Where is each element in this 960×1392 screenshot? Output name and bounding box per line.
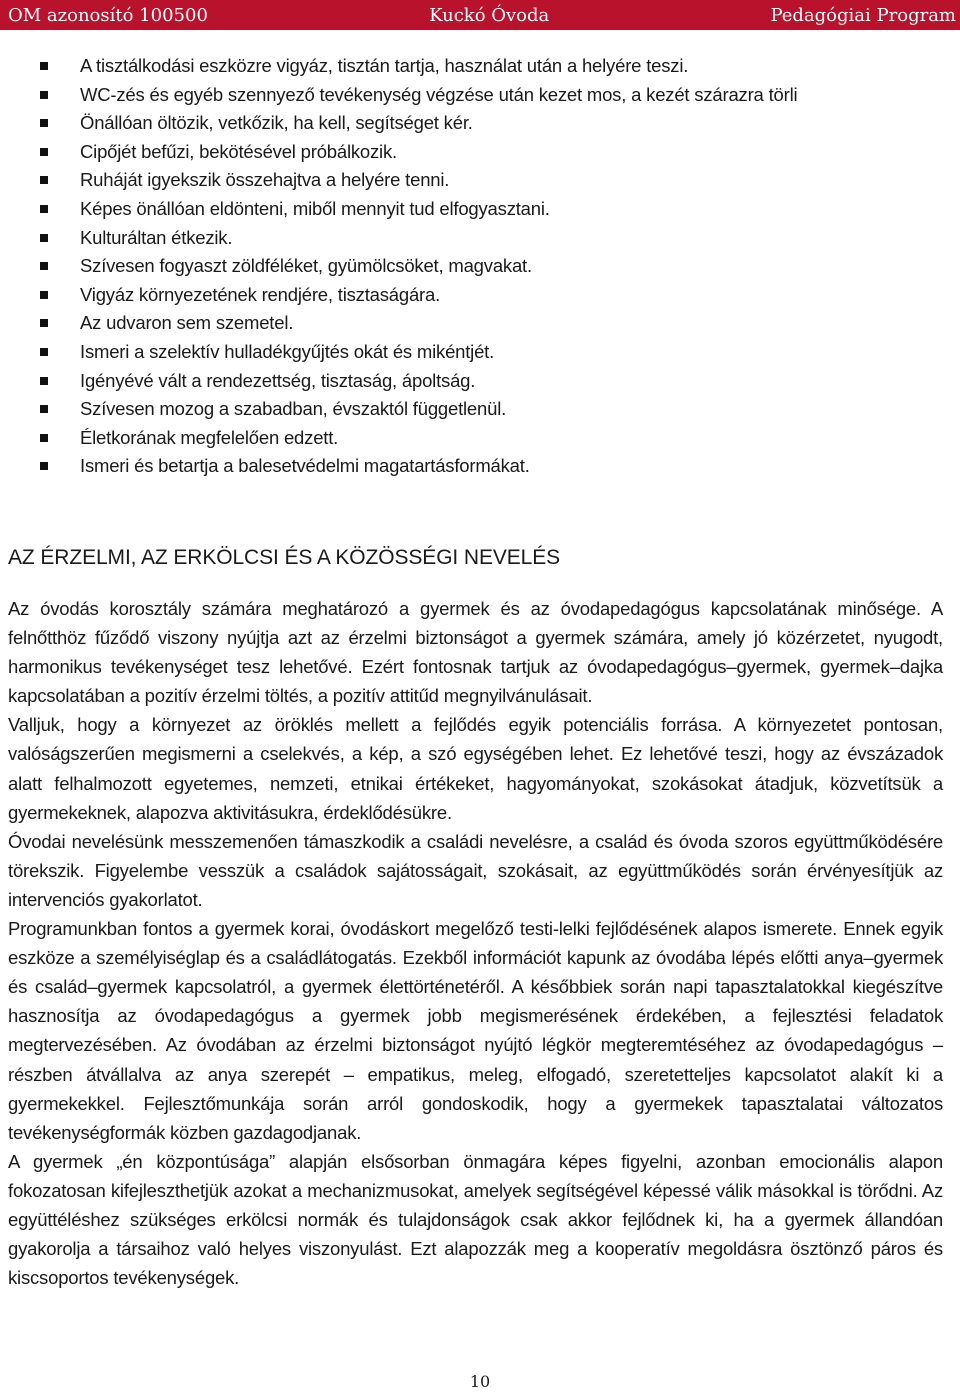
list-item: [40, 452, 940, 481]
square-bullet-icon: [40, 148, 48, 156]
square-bullet-icon: [40, 405, 48, 413]
list-item-text: Szívesen fogyaszt zöldféléket, gyümölcsöket, magvakat.: [80, 255, 532, 277]
list-item-text: A tisztálkodási eszközre vigyáz, tisztán tartja, használat után a helyére teszi.: [80, 55, 689, 76]
section-title: AZ ÉRZELMI, AZ ERKÖLCSI ÉS A KÖZÖSSÉGI NEVELÉS: [8, 546, 561, 569]
list-item-text: Képes önállóan eldönteni, miből mennyit tud elfogyasztani.: [80, 197, 550, 219]
square-bullet-icon: [40, 348, 48, 356]
list-item-text: WC-zés és egyéb szennyező tevékenység végzése után kezet mos, a kezét szárazra törli: [80, 83, 798, 105]
list-item: [40, 138, 940, 167]
header-document-title: Pedagógiai Program: [770, 4, 956, 26]
square-bullet-icon: [40, 462, 48, 470]
square-bullet-icon: [40, 234, 48, 242]
paragraph: A gyermek „én központúsága” alapján elsősorban önmagára képes figyelni, azonban emocionális alapon fokozatosan kifejleszthetjük azokat a mechanizmusokat, amelyek segítségével képessé válik másokkal is törődni. Az együttéléshez szükséges erkölcsi normák és tulajdonságok csak akkor fejlődnek ki, ha a gyermek állandóan gyakorolja a társaihoz való helyes viszonyulást. Ezt alapozzák meg a kooperatív megoldásra ösztönző páros és kiscsoportos tevékenységek.: [8, 1150, 943, 1289]
square-bullet-icon: [40, 119, 48, 127]
list-item: [40, 424, 940, 453]
square-bullet-icon: [40, 176, 48, 184]
paragraph: Programunkban fontos a gyermek korai, óvodáskort megelőző testi-lelki fejlődésének alapos ismerete. Ennek egyik eszköze a személyiséglap és a családlátogatás. Ezekből információt kapunk az óvodába lépés előtti anya–gyermek és család–gyermek kapcsolatról, a gyermek élettörténetéről. A későbbiek során napi tapasztalatokkal kiegészítve hasznosítja az óvodapedagógus a gyermek jobb megismerésének érdekében, a fejlesztési feladatok megtervezésében. Az óvodában az érzelmi biztonságot nyújtó légkör megteremtéséhez az óvodapedagógus – részben átvállalva az anya szerepét – empatikus, meleg, elfogadó, szeretetteljes kapcsolatot alakít ki a gyermekekkel. Fejlesztőmunkája során arról gondoskodik, hogy a gyermekek tapasztalatai változatos tevékenységformák közben gazdagodjanak.: [8, 918, 943, 1143]
list-item: [40, 395, 940, 424]
list-item-text: Az udvaron sem szemetel.: [80, 312, 294, 334]
paragraph: Valljuk, hogy a környezet az öröklés mellett a fejlődés egyik potenciális forrása. A környezetet pontosan, valóságszerűen megismerni a cselekvés, a kép, a szó egységében lehet. Ez lehetővé teszi, hogy az évszázadok alatt felhalmozott egyetemes, nemzeti, etnikai értékeket, hagyományokat, szokásokat átadjuk, közvetítsük a gyermekeknek, alapozva aktivitásukra, érdeklődésükre.: [8, 714, 943, 823]
header-institution: Kuckó Óvoda: [429, 4, 550, 26]
list-item-text: Igényévé vált a rendezettség, tisztaság, ápoltság.: [80, 369, 476, 391]
list-item: [40, 338, 940, 367]
list-item: [40, 166, 940, 195]
list-item: [40, 367, 940, 396]
square-bullet-icon: [40, 262, 48, 270]
body-text: [8, 594, 943, 1292]
list-item-text: Önállóan öltözik, vetkőzik, ha kell, segítséget kér.: [80, 112, 473, 134]
list-item: [40, 281, 940, 310]
list-item: [40, 252, 940, 281]
square-bullet-icon: [40, 434, 48, 442]
square-bullet-icon: [40, 291, 48, 299]
list-item-text: Ismeri és betartja a balesetvédelmi magatartásformákat.: [80, 455, 530, 477]
paragraph: Az óvodás korosztály számára meghatározó a gyermek és az óvodapedagógus kapcsolatának minősége. A felnőtthöz fűződő viszony nyújtja azt az érzelmi biztonságot a gyermek számára, amely jó közérzetet, nyugodt, harmonikus tevékenységet tesz lehetővé. Ezért fontosnak tartjuk az óvodapedagógus–gyermek, gyermek–dajka kapcsolatában a pozitív érzelmi töltés, a pozitív attitűd megnyilvánulásait.: [8, 598, 943, 707]
page-header: [0, 0, 960, 30]
list-item-text: Ruháját igyekszik összehajtva a helyére tenni.: [80, 169, 450, 191]
list-item: [40, 52, 940, 81]
paragraph: Óvodai nevelésünk messzemenően támaszkodik a családi nevelésre, a család és óvoda szoros együttműködésére törekszik. Figyelembe vesszük a családok sajátosságait, szokásait, az együttműködés során érvényesítjük az intervenciós gyakorlatot.: [8, 830, 943, 910]
list-item-text: Ismeri a szelektív hulladékgyűjtés okát és mikéntjét.: [80, 340, 495, 362]
square-bullet-icon: [40, 62, 48, 70]
list-item-text: Kulturáltan étkezik.: [80, 226, 233, 248]
list-item: [40, 309, 940, 338]
list-item-text: Életkorának megfelelően edzett.: [80, 426, 339, 448]
square-bullet-icon: [40, 319, 48, 327]
list-item: [40, 109, 940, 138]
header-om-id: OM azonosító 100500: [8, 4, 208, 26]
page-number: 10: [469, 1372, 491, 1391]
list-item: [40, 81, 940, 110]
bullet-list: [40, 52, 940, 481]
square-bullet-icon: [40, 205, 48, 213]
square-bullet-icon: [40, 91, 48, 99]
square-bullet-icon: [40, 377, 48, 385]
list-item-text: Vigyáz környezetének rendjére, tisztaságára.: [80, 283, 441, 305]
list-item: [40, 195, 940, 224]
list-item: [40, 224, 940, 253]
list-item-text: Szívesen mozog a szabadban, évszaktól függetlenül.: [80, 398, 507, 420]
list-item-text: Cipőjét befűzi, bekötésével próbálkozik.: [80, 140, 397, 162]
